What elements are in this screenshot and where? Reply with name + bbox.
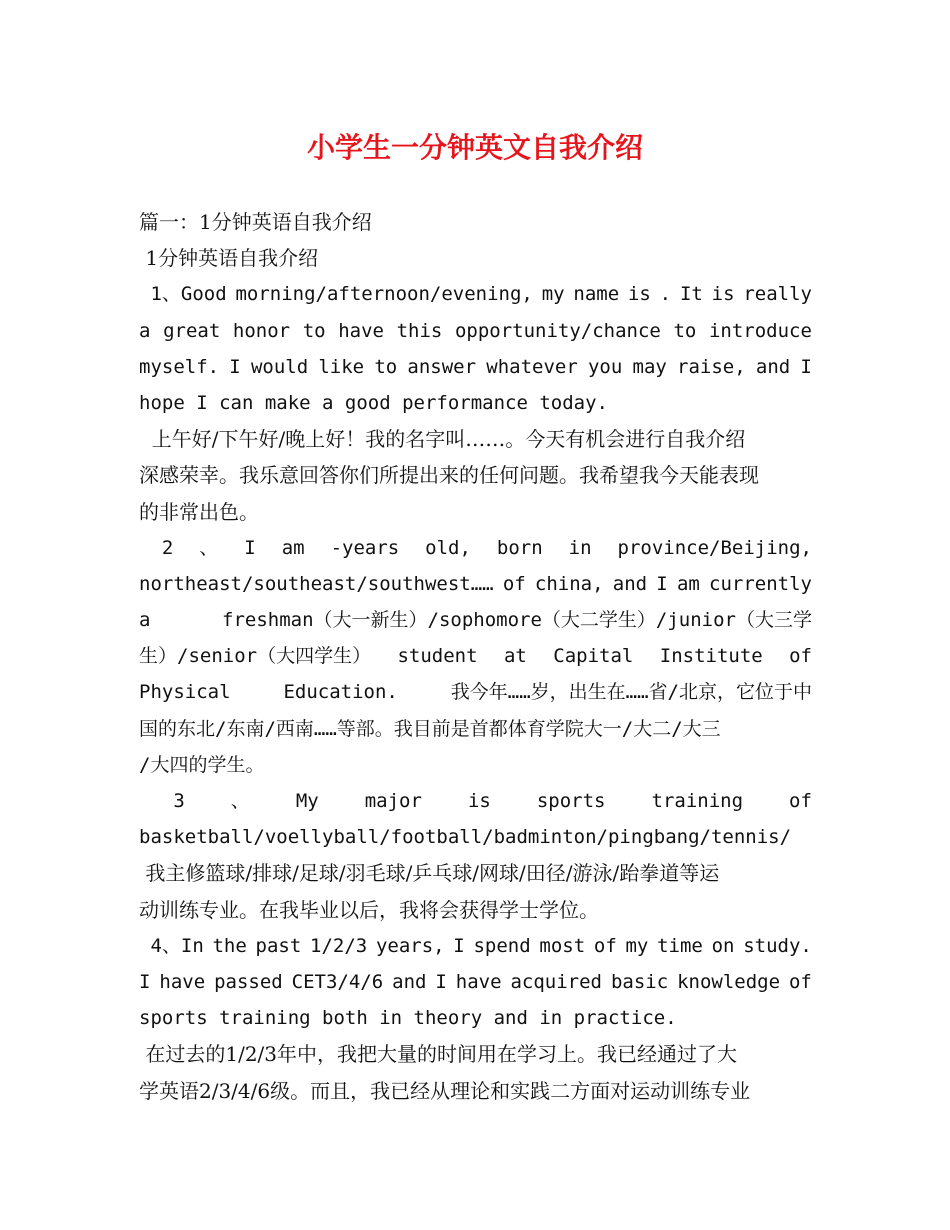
text-line (139, 855, 812, 891)
text-word: spend (473, 934, 531, 957)
text-word: would (250, 355, 309, 378)
text-word: you (587, 355, 623, 378)
text-word: province/Beijing, (617, 536, 812, 559)
text-word: Physical (139, 681, 231, 704)
text-word: study. (743, 934, 812, 957)
text-line (139, 602, 812, 638)
text-line (139, 1036, 812, 1072)
text-line: 篇一：1分钟英语自我介绍 (139, 210, 372, 234)
text-line (139, 1073, 812, 1109)
text-word: 上午好/下午好/晚上好！我的名字叫……。今天有机会进行自我介绍 (139, 427, 746, 452)
text-word: may (632, 355, 667, 378)
text-line (139, 711, 812, 747)
text-word: Capital (553, 645, 634, 668)
text-word: have (338, 319, 384, 342)
text-word: past (255, 934, 302, 957)
text-word: a (139, 319, 151, 342)
text-line (139, 928, 812, 964)
text-line (139, 276, 812, 312)
text-line (139, 674, 812, 710)
text-word: am (676, 572, 700, 595)
text-word: student (397, 645, 478, 668)
text-word: of (502, 572, 526, 595)
text-word: of (593, 934, 617, 957)
text-word: whatever (486, 355, 578, 378)
text-word: 3 (139, 790, 185, 812)
text-line: 动训练专业。在我毕业以后，我将会获得学士学位。 (139, 897, 599, 922)
text-word: and (392, 970, 427, 993)
text-word: this (396, 319, 443, 342)
text-word: freshman（大一新生）/sophomore（大二学生）/junior（大三学 (222, 609, 812, 632)
text-word: training (651, 790, 744, 812)
text-word: my (541, 283, 565, 306)
text-word: old, (425, 536, 471, 559)
text-word: 、 (230, 790, 250, 812)
text-word: of (789, 645, 812, 668)
text-word: Institute (659, 645, 763, 668)
text-word: time (657, 934, 703, 957)
text-word: basic (610, 970, 669, 993)
text-word: morning/afternoon/evening, (235, 283, 533, 306)
text-line (139, 313, 812, 349)
text-word: most (539, 934, 586, 957)
text-word: to (302, 319, 326, 342)
text-word: raise, (677, 355, 746, 378)
text-word: 2 (139, 536, 174, 559)
text-line: basketball/voellyball/football/badminton/pingbang/tennis/ (139, 826, 792, 849)
text-word: is (711, 283, 735, 306)
text-word: name (573, 283, 620, 306)
text-word: 生）/senior（大四学生） (139, 645, 372, 668)
text-word: to (673, 319, 697, 342)
text-word: CET3/4/6 (291, 970, 384, 993)
text-word: 1/2/3 (310, 934, 368, 957)
text-word: passed (214, 970, 283, 993)
text-word: china, (534, 572, 604, 595)
text-word: . (659, 283, 672, 306)
text-word: answer (407, 355, 477, 378)
text-word: of (789, 790, 812, 812)
text-word: have (159, 970, 206, 993)
text-word: 国的东北/东南/西南……等部。我目前是首都体育学院大一/大二/大三 (139, 717, 721, 740)
text-word: on (711, 934, 735, 957)
text-word: years, (375, 934, 445, 957)
text-line (139, 638, 812, 674)
text-word: introduce (708, 319, 812, 342)
text-word: great (163, 319, 221, 342)
text-word: sports (536, 790, 606, 812)
text-word: 学英语2/3/4/6级。而且，我已经从理论和实践二方面对运动训练专业 (139, 1078, 751, 1103)
text-word: in (568, 536, 592, 559)
text-word: honor (232, 319, 291, 342)
text-line (139, 457, 812, 493)
text-word: I (435, 970, 447, 993)
text-word: My (295, 790, 319, 812)
text-word: is (627, 283, 651, 306)
text-line: /大四的学生。 (139, 753, 265, 776)
text-line: 的非常出色。 (139, 499, 259, 524)
text-word: am (281, 536, 305, 559)
text-word: like (318, 355, 365, 378)
text-word: to (374, 355, 398, 378)
text-line (139, 566, 812, 602)
text-word: currently (709, 572, 812, 595)
text-word: major (364, 790, 422, 812)
text-word: is (467, 790, 491, 812)
text-word: acquired (510, 970, 602, 993)
text-word: 1、Good (139, 283, 227, 306)
text-word: and (755, 355, 791, 378)
text-word: born (496, 536, 543, 559)
text-line: sports training both in theory and in practice. (139, 1007, 677, 1030)
text-line: hope I can make a good performance today. (139, 391, 608, 414)
text-word: I (800, 355, 812, 378)
text-word: the (212, 934, 247, 957)
text-word: 4、In (139, 934, 204, 957)
text-word: of (788, 970, 812, 993)
text-line: 1分钟英语自我介绍 (139, 246, 319, 271)
text-word: I (453, 934, 465, 957)
text-word: I (139, 970, 151, 993)
text-word: I (229, 355, 241, 378)
text-word: 深感荣幸。我乐意回答你们所提出来的任何问题。我希望我今天能表现 (139, 463, 759, 488)
text-line (139, 349, 812, 385)
text-word: and (612, 572, 648, 595)
text-word: 、 (199, 536, 219, 559)
text-word: -years (330, 536, 400, 559)
text-word: knowledge (677, 970, 781, 993)
text-line (139, 783, 812, 819)
text-word: It (679, 283, 703, 306)
text-word: a (139, 609, 151, 632)
text-word: I (656, 572, 668, 595)
text-word: have (455, 970, 502, 993)
text-word: I (244, 536, 256, 559)
text-word: really (743, 283, 812, 306)
text-line (139, 530, 812, 566)
text-line (139, 421, 812, 457)
text-word: 我主修篮球/排球/足球/羽毛球/乒乓球/网球/田径/游泳/跆拳道等运 (139, 861, 720, 886)
text-word: Education. (283, 681, 398, 704)
text-line (139, 964, 812, 1000)
document-title: 小学生一分钟英文自我介绍 (306, 131, 643, 164)
text-word: 我今年……岁，出生在……省/北京，它位于中 (450, 681, 812, 704)
text-word: my (625, 934, 649, 957)
text-word: opportunity/chance (454, 319, 661, 342)
document-body (139, 204, 812, 1109)
text-word: at (503, 645, 527, 668)
text-word: 在过去的1/2/3年中，我把大量的时间用在学习上。我已经通过了大 (139, 1042, 738, 1067)
text-word: northeast/southeast/southwest…… (139, 572, 494, 595)
text-word: myself. (139, 355, 220, 378)
